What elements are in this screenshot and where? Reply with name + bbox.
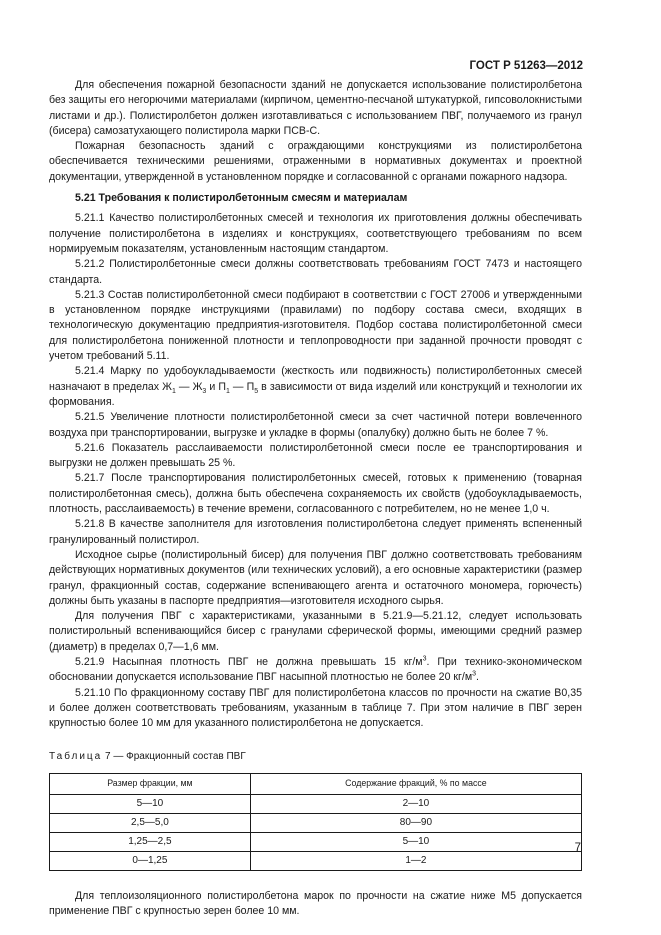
table-header-row — [50, 773, 582, 794]
clause-5-21-2: 5.21.2 Полистиролбетонные смеси должны соответствовать требованиям ГОСТ 7473 и настоящего стандарта. — [49, 258, 582, 286]
table-cell: 80—90 — [250, 813, 581, 832]
page-content — [49, 78, 582, 919]
clause-5-21-7: 5.21.7 После транспортирования полистиролбетонных смесей, готовых к применению (товарная полистиролбетонная смесь), должна быть обеспечена сохраняемость их свойств (удобоукладываемость, плотность, расслаиваемость) в течение времени, согласованного с потребителем, но не менее 1,0 ч. — [49, 472, 582, 516]
table-caption: Таблица 7 — Фракционный состав ПВГ — [49, 751, 246, 763]
paragraph: Пожарная безопасность зданий с ограждающими конструкциями из полистиролбетона обеспечивается техническими решениями, отраженными в нормативных документах и проектной документации, утвержденной в установленном порядке и согласованной с органами пожарного надзора. — [49, 140, 582, 183]
table-cell: 0—1,25 — [50, 851, 251, 870]
page-number: 7 — [574, 842, 581, 854]
table-cell: 1—2 — [250, 851, 581, 870]
table-row — [50, 851, 582, 870]
table-cell: 5—10 — [50, 794, 251, 813]
table-row — [50, 813, 582, 832]
paragraph: Для обеспечения пожарной безопасности зданий не допускается использование полистиролбетона без защиты его негорючими материалами (кирпичом, цементно-песчаной штукатуркой, гипсоволокнистыми листами и др.). Полистиролбетон должен изготавливаться с использованием ПВГ, получаемого из гранул (бисера) самозатухающего полистирола марки ПСВ-С. — [49, 79, 582, 137]
paragraph: Для теплоизоляционного полистиролбетона марок по прочности на сжатие ниже М5 допускается применение ПВГ с крупностью зерен более 10 мм. — [49, 889, 582, 918]
standard-code-header: ГОСТ Р 51263—2012 — [469, 60, 583, 72]
section-heading: 5.21 Требования к полистиролбетонным смесям и материалам — [75, 192, 408, 205]
table-cell: 1,25—2,5 — [50, 832, 251, 851]
clause-5-21-6: 5.21.6 Показатель расслаиваемости полистиролбетонной смеси после ее транспортирования и выгрузки не должен превышать 25 %. — [49, 441, 582, 470]
clause-5-21-5: 5.21.5 Увеличение плотности полистиролбетонной смеси за счет частичной потери вовлеченного воздуха при транспортировании, выгрузке и укладке в формы (опалубку) должно быть не более 7 %. — [49, 411, 582, 439]
paragraph: Для получения ПВГ с характеристиками, указанными в 5.21.9—5.21.12, следует использовать полистирольный вспенивающийся бисер с гранулами сферической формы, имеющими средний размер (диаметр) в пределах 0,7—1,6 мм. — [49, 610, 582, 653]
column-header-content: Содержание фракций, % по массе — [250, 773, 581, 794]
paragraph: Исходное сырье (полистирольный бисер) для получения ПВГ должно соответствовать требованиям действующих нормативных документов (или технических условий), а его основные характеристики (размер гранул, фракционный состав, содержание вспенивающего агента и остаточного мономера, горючесть) должны быть указаны в паспорте предприятия—изготовителя исходного сырья. — [49, 548, 582, 607]
table-cell: 2—10 — [250, 794, 581, 813]
clause-5-21-10: 5.21.10 По фракционному составу ПВГ для полистиролбетона классов по прочности на сжатие В0,35 и более должен соответствовать требованиям, указанным в таблице 7. При этом наличие в ПВГ зерен крупностью более 10 мм для указанного полистиролбетона не допускается. — [49, 686, 582, 730]
clause-5-21-1: 5.21.1 Качество полистиролбетонных смесей и технология их приготовления должны обеспечивать получение полистиролбетона в изделиях и конструкциях, соответствующего требованиям по всем нормируемым показателям, установленным настоящим стандартом. — [49, 212, 582, 255]
clause-5-21-9: 5.21.9 Насыпная плотность ПВГ не должна превышать 15 $кг/м^3$. При технико-экономическом обосновании допускается использование ПВГ насыпной плотностью не более 20 $кг/м^3$. — [49, 655, 583, 684]
fraction-table — [49, 773, 582, 871]
table-row — [50, 832, 582, 851]
clause-5-21-3: 5.21.3 Состав полистиролбетонной смеси подбирают в соответствии с ГОСТ 27006 и утвержденными в установленном порядке инструкциями (правилами) по подбору состава смеси, входящих в технологическую документацию предприятия-изготовителя. Подбор состава полистиролбетонной смеси для полистиролбетона пониженной плотности и теплопроводности при заданной прочности проводят с учетом требований 5.11. — [49, 288, 582, 363]
column-header-size: Размер фракции, мм — [50, 773, 251, 794]
clause-5-21-4: 5.21.4 Марку по удобоукладываемости (жесткость или подвижность) полистиролбетонных смесей назначают в пределах $Ж_1$ — $Ж_3$ и $П_1$ — $П_5$ в зависимости от вида изделий или конструкций и технологии их формования. — [49, 365, 583, 408]
table-cell: 2,5—5,0 — [50, 813, 251, 832]
clause-5-21-8: 5.21.8 В качестве заполнителя для изготовления полистиролбетона следует применять вспененный гранулированный полистирол. — [49, 518, 582, 546]
table-row — [50, 794, 582, 813]
table-cell: 5—10 — [250, 832, 581, 851]
